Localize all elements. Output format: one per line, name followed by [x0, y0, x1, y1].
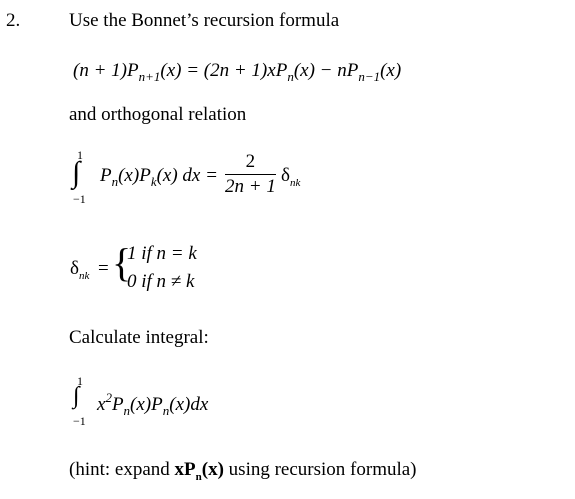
- target-x: x: [97, 394, 106, 415]
- kronecker-delta-sub: nk: [78, 270, 90, 282]
- target-integral: [70, 374, 270, 430]
- kronecker-case-1: 1 if n = k: [127, 243, 197, 264]
- target-x-sup: 2: [105, 390, 112, 405]
- ortho-delta: [281, 165, 300, 189]
- target-integrand: [97, 390, 208, 419]
- ortho-delta-symbol: δ: [281, 165, 290, 186]
- kronecker-case-2: 0 if n ≠ k: [127, 271, 195, 292]
- target-integral-sign: ∫: [73, 383, 80, 409]
- kronecker-delta-symbol: δ: [70, 258, 79, 279]
- ortho-p2: P: [139, 165, 151, 186]
- ortho-delta-sub: nk: [289, 177, 301, 189]
- bonnet-lhs: (n + 1)P: [73, 60, 139, 81]
- target-p2-arg: (x)dx: [169, 394, 209, 415]
- target-p2-sub: n: [162, 403, 170, 418]
- ortho-frac-denominator: 2n + 1: [225, 176, 276, 197]
- bonnet-mid-sub: n: [287, 69, 294, 84]
- hint-bold: xP: [174, 459, 196, 480]
- problem-number: 2.: [6, 10, 21, 31]
- bonnet-formula: [73, 60, 401, 85]
- hint-prefix: (hint: expand: [69, 459, 175, 480]
- target-p1: P: [111, 394, 124, 415]
- bonnet-rhs-sub: n−1: [358, 69, 381, 84]
- hint-text: [69, 459, 417, 483]
- ortho-p2-sub: k: [150, 174, 157, 189]
- bonnet-lhs-sub: n+1: [138, 69, 161, 84]
- target-lower-limit: −1: [73, 414, 86, 428]
- bonnet-rhs-arg: (x): [380, 60, 402, 81]
- hint-bold-arg: (x): [201, 459, 224, 480]
- hint-suffix: using recursion formula): [223, 459, 417, 480]
- ortho-p1: P: [100, 165, 112, 186]
- ortho-intro-text: and orthogonal relation: [69, 104, 247, 125]
- ortho-p2-arg: (x) dx =: [156, 165, 218, 186]
- kronecker-brace: {: [112, 240, 132, 285]
- target-p1-arg: (x)P: [130, 394, 163, 415]
- calc-intro-text: Calculate integral:: [69, 327, 209, 348]
- kronecker-delta: [70, 240, 270, 296]
- bonnet-lhs-arg: (x) = (2n + 1)xP: [160, 60, 288, 81]
- ortho-upper-limit: 1: [77, 148, 83, 162]
- ortho-frac-numerator: 2: [225, 151, 276, 175]
- ortho-fraction: [225, 151, 276, 198]
- orthogonal-relation: [70, 148, 370, 208]
- integral-sign: ∫: [72, 156, 81, 189]
- ortho-p1-sub: n: [111, 174, 119, 189]
- hint-bold-sub: n: [195, 471, 202, 483]
- ortho-p1-arg: (x): [118, 165, 140, 186]
- kronecker-equals: =: [98, 258, 109, 279]
- intro-text: Use the Bonnet’s recursion formula: [69, 10, 340, 31]
- kronecker-lhs: [70, 258, 89, 282]
- target-upper-limit: 1: [77, 374, 83, 388]
- ortho-lower-limit: −1: [73, 192, 86, 206]
- bonnet-mid-arg: (x) − nP: [293, 60, 359, 81]
- ortho-integrand: [100, 165, 218, 190]
- target-p1-sub: n: [123, 403, 131, 418]
